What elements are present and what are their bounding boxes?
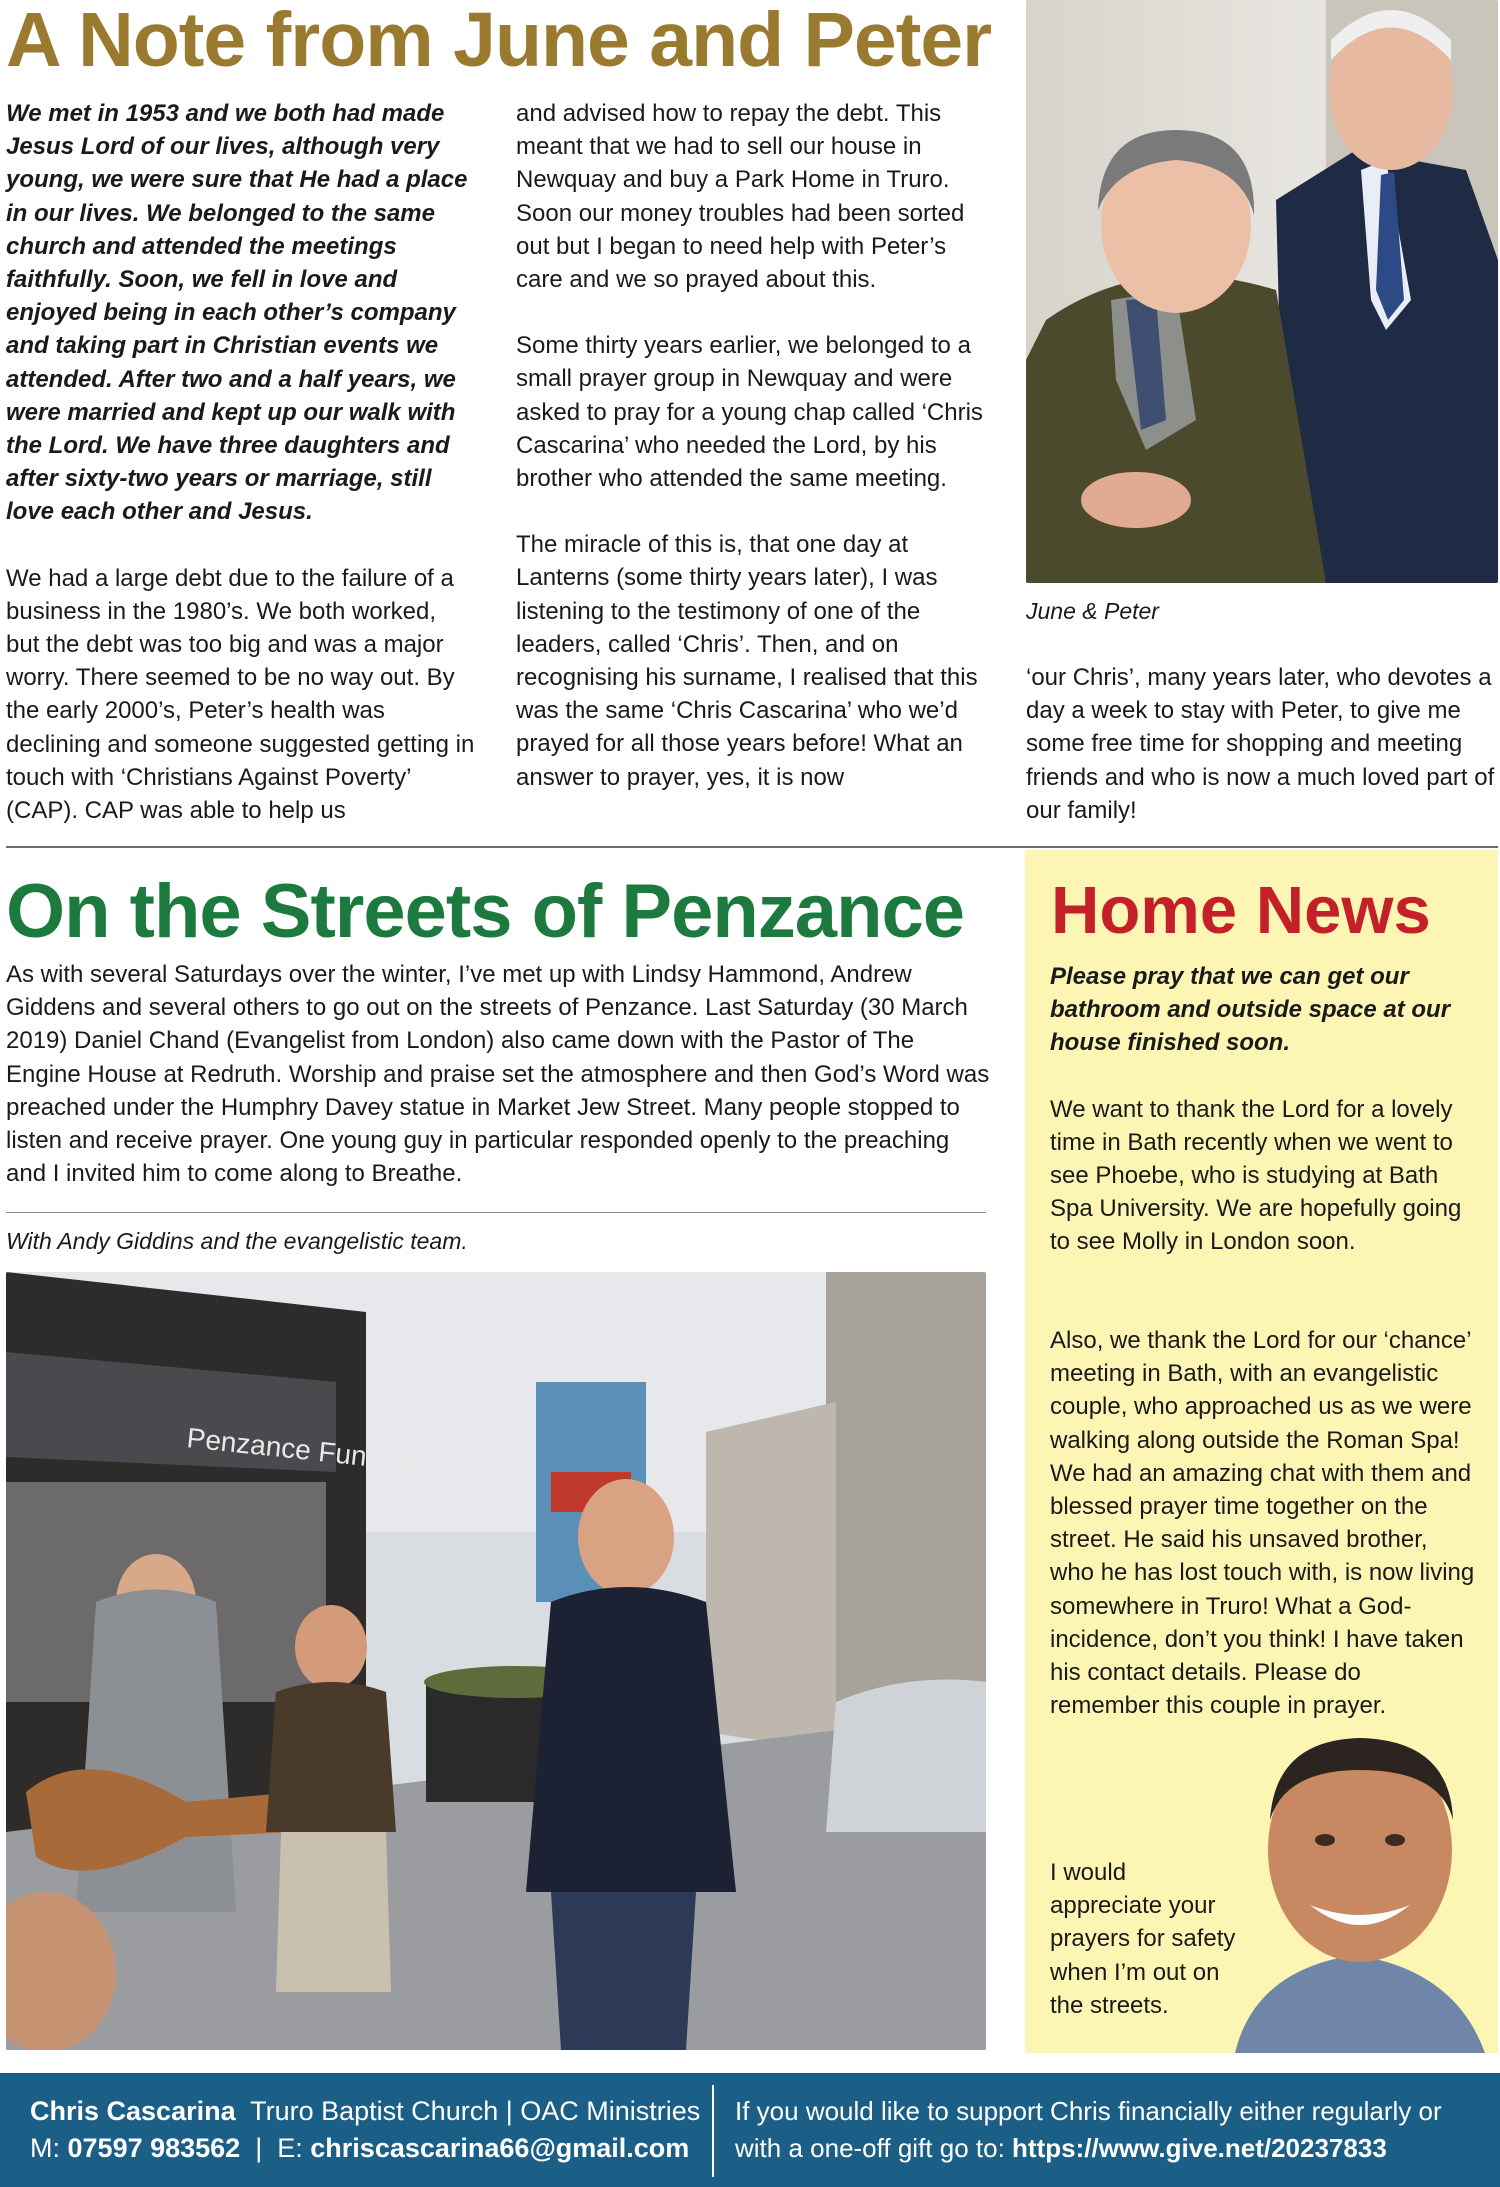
home-news-intro: Please pray that we can get our bathroom and outside space at our house finished soon.: [1050, 963, 1451, 1057]
footer-contact-line: [30, 2130, 710, 2167]
penzance-caption-divider: [6, 1212, 986, 1213]
home-news-paragraph-2: We want to thank the Lord for a lovely time in Bath recently when we went to see Phoebe, who is studying at Bath Spa University. We are hopefully going to see Molly in London soon.: [1050, 1095, 1462, 1256]
footer-separator: |: [255, 2133, 263, 2163]
shop-sign-text: Penzance Funeralcare: [185, 1422, 469, 1483]
june-peter-photo: [1026, 0, 1498, 583]
footer-support-link[interactable]: https://www.give.net/20237833: [1012, 2133, 1387, 2163]
chris-portrait-photo: [1215, 1700, 1498, 2053]
home-news-paragraph-3-content: Also, we thank the Lord for our ‘chance’ meeting in Bath, with an evangelistic couple, who approached us as we were walking along outside the Roman Spa! We had an amazing chat with them and blessed prayer time together on the street. He said his unsaved brother, who he has lost touch with, is now living somewhere in Truro! What a God-incidence, don’t you think! I have taken his contact details. Please do remember this couple in prayer.: [1050, 1327, 1475, 1720]
penzance-body: As with several Saturdays over the winter, I’ve met up with Lindsy Hammond, Andrew Giddens and several others to go out on the streets of Penzance. Last Saturday (30 March 2019) Daniel Chand (Evangelist from London) also came down with the Pastor of The Engine House at Redruth. Worship and praise set the atmosphere and then God’s Word was preached under the Humphry Davey statue in Market Jew Street. Many people stopped to listen and receive prayer. One young guy in particular responded openly to the preaching and I invited him to come along to Breathe.: [6, 961, 990, 1188]
section-divider: [6, 846, 1498, 848]
home-news-title: Home News: [1051, 873, 1431, 948]
note-column-2: [516, 97, 994, 827]
penzance-street-photo-image: [6, 1272, 986, 2050]
note-column-3: [1026, 661, 1498, 860]
note-col1-paragraph-2: We had a large debt due to the failure of a business in the 1980’s. We both worked, but the debt was too big and was a major worry. There seemed to be no way out. By the early 2000’s, Peter’s health was declining and someone suggested getting in touch with ‘Christians Against Poverty’ (CAP). CAP was able to help us: [6, 564, 475, 825]
home-news-paragraph-4-text: I would appreciate your prayers for safety when I’m out on the streets.: [1050, 1859, 1236, 2019]
note-col2-paragraph-2: Some thirty years earlier, we belonged to a small prayer group in Newquay and were asked to pray for a young chap called ‘Chris Cascarina’ who needed the Lord, by his brother who attended the same meeting.: [516, 332, 983, 493]
footer-mobile[interactable]: 07597 983562: [67, 2133, 241, 2163]
footer-divider: [712, 2085, 714, 2177]
footer-email-label: E:: [277, 2133, 303, 2163]
footer-support: [735, 2093, 1480, 2167]
footer-mobile-label: M:: [30, 2133, 60, 2163]
note-col2-paragraph-1: and advised how to repay the debt. This meant that we had to sell our house in Newquay and buy a Park Home in Truro. Soon our money troubles had been sorted out but I began to need help with Peter’s care and we so prayed about this.: [516, 100, 965, 294]
penzance-street-photo: [6, 1272, 986, 2050]
footer-orgs: Truro Baptist Church | OAC Ministries: [250, 2096, 701, 2126]
footer-name-line: [30, 2093, 710, 2130]
note-col2-paragraph-3: The miracle of this is, that one day at Lanterns (some thirty years later), I was listening to the testimony of one of the leaders, called ‘Chris’. Then, and on recognising his surname, I realised that this was the same ‘Chris Cascarina’ who we’d prayed for all those years before! What an answer to prayer, yes, it is now: [516, 531, 978, 791]
footer-name: Chris Cascarina: [30, 2096, 236, 2126]
footer-contact: [30, 2093, 710, 2167]
june-peter-photo-image: [1026, 0, 1498, 583]
note-col3-paragraph-1: ‘our Chris’, many years later, who devotes a day a week to stay with Peter, to give me some free time for shopping and meeting friends and who is now a much loved part of our family!: [1026, 664, 1495, 824]
home-news-paragraph-3-text: [1050, 1324, 1475, 1722]
note-intro: We met in 1953 and we both had made Jesus Lord of our lives, although very young, we were sure that He had a place in our lives. We belonged to the same church and attended the meetings faithfully. Soon, we fell in love and enjoyed being in each other’s company and taking part in Christian events we attended. After two and a half years, we were married and kept up our walk with the Lord. We have three daughters and after sixty-two years or marriage, still love each other and Jesus.: [6, 100, 468, 526]
footer-support-text: If you would like to support Chris financially either regularly or with a one-off gift go to:: [735, 2096, 1442, 2163]
penzance-title: On the Streets of Penzance: [6, 869, 965, 954]
penzance-caption: With Andy Giddins and the evangelistic team.: [6, 1228, 468, 1254]
chris-portrait-image: [1215, 1700, 1498, 2053]
note-title: A Note from June and Peter: [6, 0, 992, 83]
home-news-body: [1050, 960, 1475, 1292]
footer-email-link[interactable]: chriscascarina66@gmail.com: [310, 2133, 690, 2163]
june-peter-caption: June & Peter: [1026, 598, 1159, 624]
note-column-1: [6, 97, 476, 860]
